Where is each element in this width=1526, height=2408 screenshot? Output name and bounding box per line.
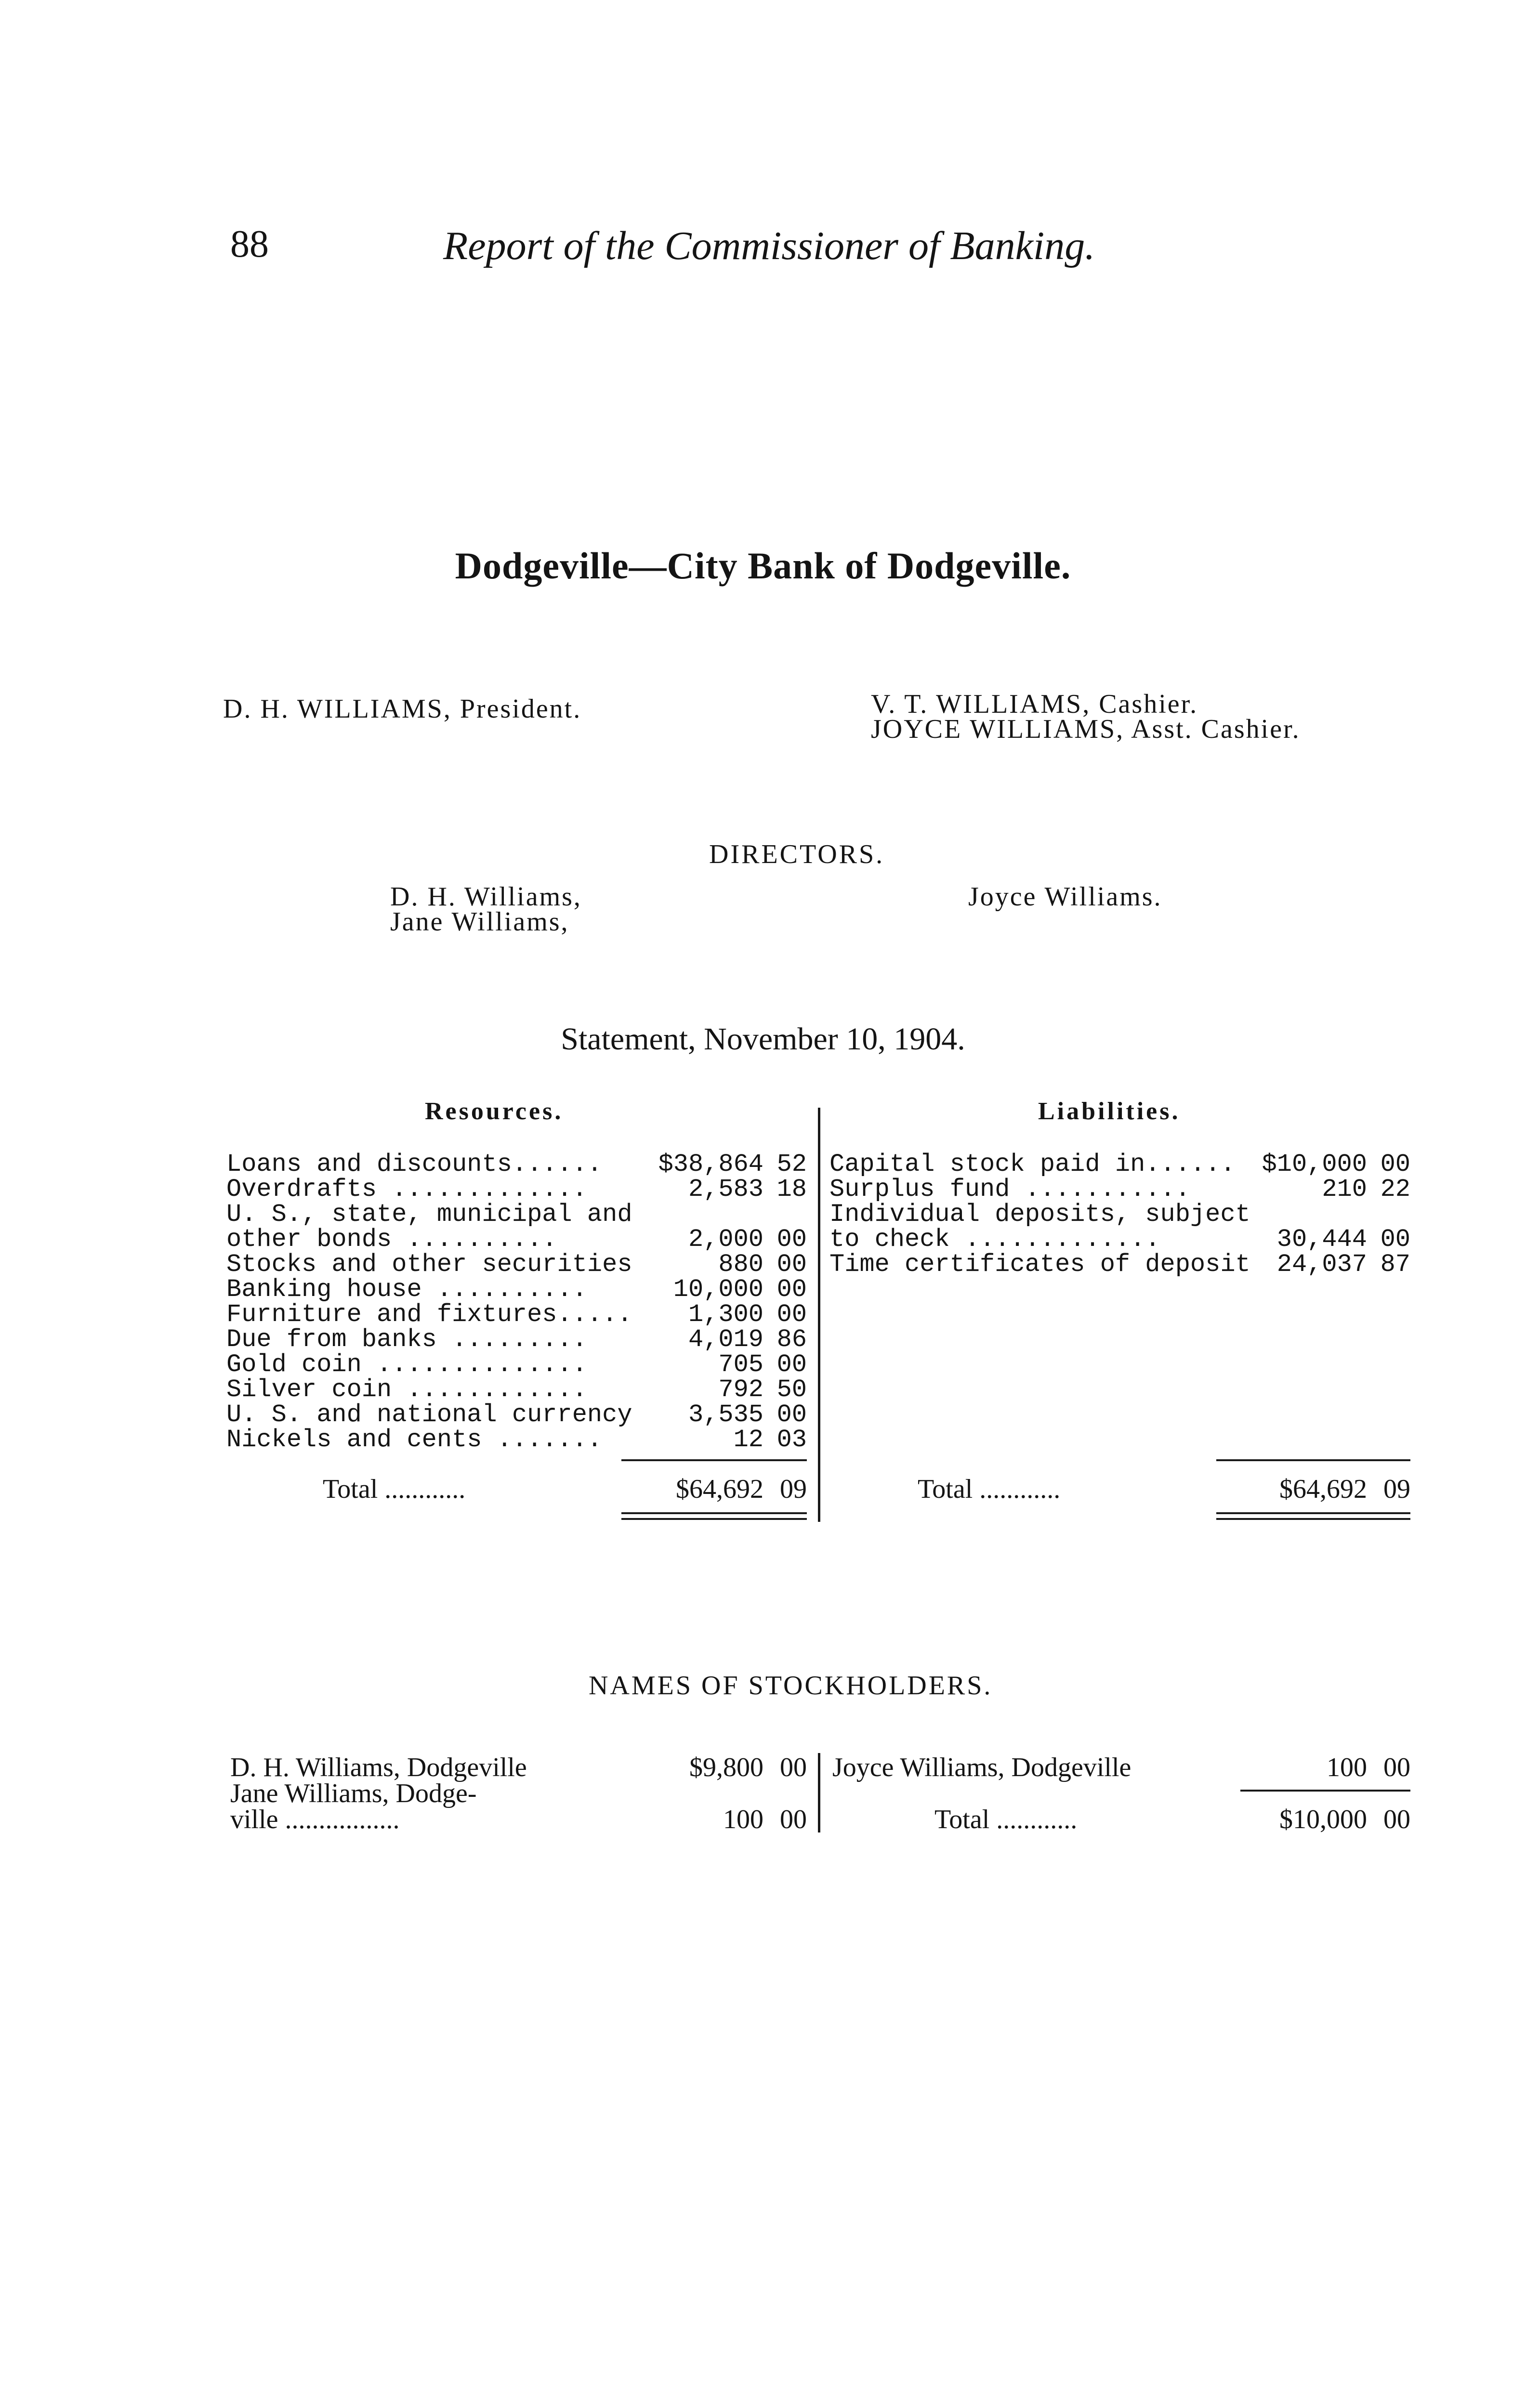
table-row: Loans and discounts...... $38,864 52 [226,1150,807,1178]
table-row: Nickels and cents ....... 12 03 [226,1426,807,1454]
table-row: Due from banks ......... 4,019 86 [226,1325,807,1354]
table-row: Silver coin ............ 792 50 [226,1375,807,1404]
liabilities-total-row: Total ............ $64,692 09 [918,1474,1410,1504]
table-row: U. S. and national currency 3,535 00 [226,1400,807,1429]
director-name: D. H. Williams, [390,882,582,912]
statement-heading: Statement, November 10, 1904. [561,1021,965,1057]
column-divider [818,1108,820,1522]
table-row: Time certificates of deposit 24,037 87 [829,1250,1410,1279]
bank-title: Dodgeville—City Bank of Dodgeville. [455,545,1071,587]
column-divider [818,1753,820,1832]
table-row: Gold coin .............. 705 00 [226,1350,807,1379]
table-row: Banking house .......... 10,000 00 [226,1275,807,1304]
directors-heading: DIRECTORS. [709,839,885,869]
resources-total-row: Total ............ $64,692 09 [323,1474,807,1504]
resources-heading: Resources. [425,1098,564,1125]
page-number: 88 [230,223,269,265]
rule [621,1518,807,1520]
table-row: other bonds .......... 2,000 00 [226,1225,807,1254]
rule [1240,1790,1410,1792]
rule [621,1459,807,1461]
stockholders-heading: NAMES OF STOCKHOLDERS. [589,1671,993,1701]
table-row: Capital stock paid in...... $10,000 00 [829,1150,1410,1178]
rule [1216,1512,1410,1514]
stockholders-total-row: Total ............ $10,000 00 [934,1805,1410,1834]
table-row: Furniture and fixtures..... 1,300 00 [226,1300,807,1329]
rule [621,1512,807,1514]
table-row: to check ............. 30,444 00 [829,1225,1410,1254]
officer-cashier: V. T. WILLIAMS, Cashier. [871,689,1198,719]
officer-asst-cashier: JOYCE WILLIAMS, Asst. Cashier. [871,714,1301,744]
stockholder-row: D. H. Williams, Dodgeville $9,800 00 [230,1753,807,1782]
table-row: Individual deposits, subject [829,1200,1250,1229]
stockholder-row: Jane Williams, Dodge- [230,1779,477,1808]
stockholder-row: Joyce Williams, Dodgeville 100 00 [832,1753,1410,1782]
table-row: Surplus fund ........... 210 22 [829,1175,1410,1204]
table-row: U. S., state, municipal and [226,1200,632,1229]
stockholder-row: ville ................. 100 00 [230,1805,807,1834]
table-row: Overdrafts ............. 2,583 18 [226,1175,807,1204]
liabilities-heading: Liabilities. [1038,1098,1181,1125]
rule [1216,1518,1410,1520]
officer-president: D. H. WILLIAMS, President. [223,694,582,724]
running-title: Report of the Commissioner of Banking. [443,223,1095,268]
director-name: Jane Williams, [390,907,569,937]
table-row: Stocks and other securities 880 00 [226,1250,807,1279]
director-name: Joyce Williams. [968,882,1162,912]
rule [1216,1459,1410,1461]
